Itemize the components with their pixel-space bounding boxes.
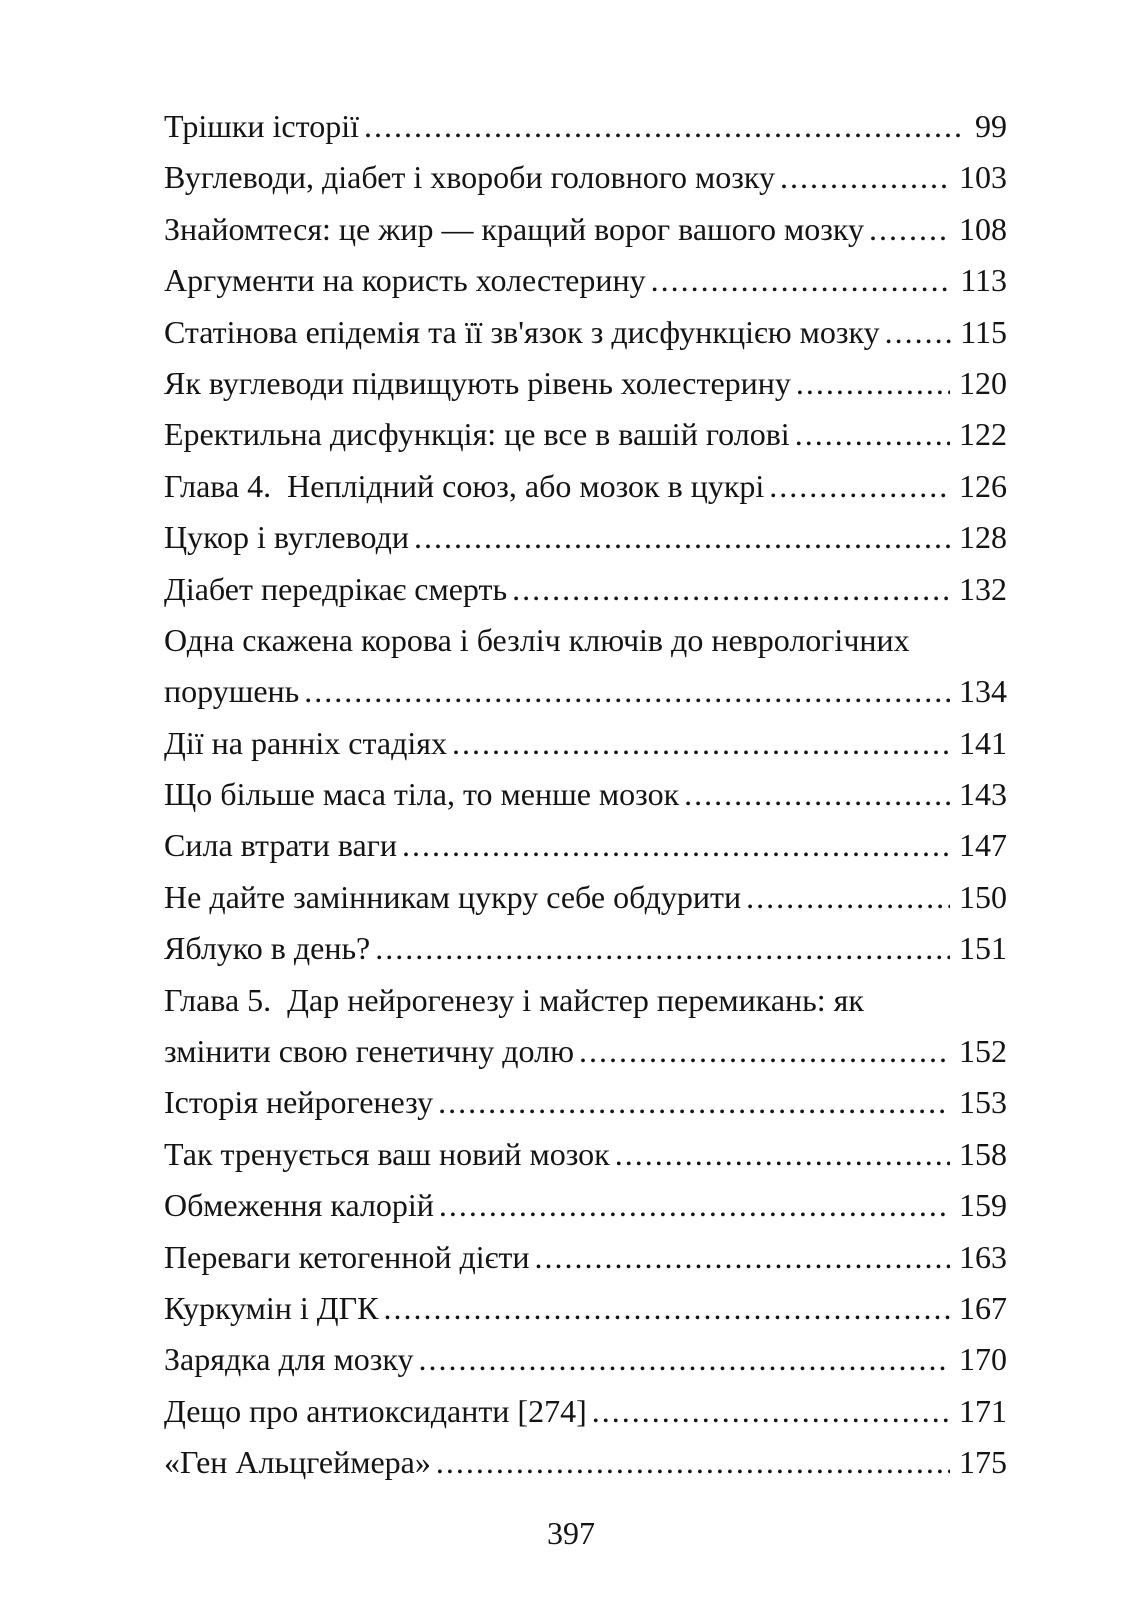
toc-leader-dots	[438, 1077, 950, 1128]
toc-entry-title: Одна скажена корова і безліч ключів до неврологічних	[164, 621, 910, 658]
toc-entry-page: 120	[959, 364, 1007, 401]
toc-entry-page: 171	[959, 1392, 1007, 1429]
toc-row	[164, 1077, 1007, 1128]
toc-leader-dots	[579, 1026, 950, 1077]
toc-leader-dots	[534, 1232, 950, 1283]
toc-row	[164, 461, 1007, 512]
toc-entry-title: Обмеження калорій	[164, 1187, 434, 1224]
toc-entry-page: 141	[959, 724, 1007, 761]
toc-row	[164, 152, 1007, 203]
footer-page-number: 397	[547, 1515, 595, 1551]
toc-entry-title: Дещо про антиоксиданти [274]	[164, 1392, 587, 1429]
toc-row	[164, 820, 1007, 871]
toc-entry-page: 126	[959, 467, 1007, 504]
toc-row	[164, 923, 1007, 974]
toc-entry-title: Статінова епідемія та її зв'язок з дисфункцією мозку	[164, 313, 880, 350]
toc-list	[164, 101, 1007, 1489]
page-footer	[0, 1514, 1142, 1552]
toc-leader-dots	[592, 1386, 950, 1437]
toc-leader-dots	[402, 820, 950, 871]
toc-entry-page: 158	[959, 1135, 1007, 1172]
toc-row	[164, 615, 1007, 666]
toc-entry-title: Знайомтеся: це жир — кращий ворог вашого мозку	[164, 210, 864, 247]
toc-entry-title: Глава 4. Неплідний союз, або мозок в цукрі	[164, 467, 765, 504]
toc-entry-title: «Ген Альцгеймера»	[164, 1444, 431, 1481]
toc-entry-title: Діабет передрікає смерть	[164, 570, 508, 607]
toc-row	[164, 1283, 1007, 1334]
toc-entry-title: Що більше маса тіла, то менше мозок	[164, 776, 680, 813]
toc-row	[164, 409, 1007, 460]
toc-entry-title: Не дайте замінникам цукру себе обдурити	[164, 878, 742, 915]
toc-leader-dots	[769, 461, 950, 512]
toc-entry-page: 143	[959, 776, 1007, 813]
toc-row	[164, 101, 1007, 152]
toc-row	[164, 769, 1007, 820]
toc-row	[164, 204, 1007, 255]
toc-row	[164, 975, 1007, 1026]
toc-row	[164, 1386, 1007, 1437]
toc-entry-page: 153	[959, 1084, 1007, 1121]
toc-leader-dots	[375, 923, 950, 974]
toc-row	[164, 512, 1007, 563]
toc-entry-page: 175	[959, 1444, 1007, 1481]
toc-leader-dots	[364, 101, 966, 152]
toc-entry-title: Трішки історії	[164, 108, 359, 144]
toc-entry-title: порушень	[164, 673, 300, 710]
toc-entry-title: Вуглеводи, діабет і хвороби головного мозку	[164, 159, 775, 196]
toc-leader-dots	[383, 1283, 950, 1334]
toc-entry-page: 163	[959, 1238, 1007, 1275]
toc-entry-page: 128	[959, 519, 1007, 556]
toc-row	[164, 1026, 1007, 1077]
toc-entry-page: 132	[959, 570, 1007, 607]
toc-entry-page: 113	[960, 262, 1007, 299]
toc-leader-dots	[796, 358, 950, 409]
toc-entry-title: Куркумін і ДГК	[164, 1289, 379, 1326]
toc-entry-page: 150	[959, 878, 1007, 915]
toc-row	[164, 718, 1007, 769]
toc-entry-page: 122	[959, 416, 1007, 453]
toc-entry-page: 159	[959, 1187, 1007, 1224]
toc-leader-dots	[512, 564, 950, 615]
toc-leader-dots	[615, 1129, 950, 1180]
toc-leader-dots	[418, 1334, 950, 1385]
toc-row	[164, 1180, 1007, 1231]
toc-row	[164, 307, 1007, 358]
toc-leader-dots	[684, 769, 950, 820]
toc-row	[164, 358, 1007, 409]
toc-row	[164, 1334, 1007, 1385]
toc-row	[164, 872, 1007, 923]
toc-row	[164, 255, 1007, 306]
toc-row	[164, 1437, 1007, 1488]
toc-entry-title: Цукор і вуглеводи	[164, 519, 409, 556]
toc-row	[164, 666, 1007, 717]
toc-row	[164, 1129, 1007, 1180]
toc-entry-title: Так тренується ваш новий мозок	[164, 1135, 610, 1172]
toc-entry-title: Глава 5. Дар нейрогенезу і майстер перемикань: як	[164, 981, 864, 1018]
toc-leader-dots	[746, 872, 950, 923]
toc-entry-title: Переваги кетогенной дієти	[164, 1238, 530, 1275]
toc-entry-page: 167	[959, 1289, 1007, 1326]
toc-entry-page: 170	[959, 1341, 1007, 1378]
toc-row	[164, 564, 1007, 615]
toc-entry-title: Еректильна дисфункція: це все в вашій голові	[164, 416, 790, 453]
toc-entry-title: Дії на ранніх стадіях	[164, 724, 447, 761]
toc-row	[164, 1232, 1007, 1283]
toc-entry-page: 134	[959, 673, 1007, 710]
toc-entry-page: 103	[959, 159, 1007, 196]
toc-entry-page: 115	[960, 313, 1007, 350]
toc-leader-dots	[304, 666, 950, 717]
toc-entry-page: 99	[975, 108, 1007, 144]
toc-entry-title: змінити свою генетичну долю	[164, 1033, 574, 1070]
toc-leader-dots	[780, 152, 950, 203]
toc-entry-title: Зарядка для мозку	[164, 1341, 414, 1378]
toc-leader-dots	[651, 255, 952, 306]
toc-leader-dots	[452, 718, 950, 769]
toc-leader-dots	[439, 1180, 950, 1231]
toc-leader-dots	[885, 307, 952, 358]
toc-entry-title: Як вуглеводи підвищують рівень холестерину	[164, 364, 791, 401]
toc-entry-title: Історія нейрогенезу	[164, 1084, 434, 1121]
toc-entry-page: 108	[959, 210, 1007, 247]
toc-entry-page: 152	[959, 1033, 1007, 1070]
toc-leader-dots	[436, 1437, 950, 1488]
toc-entry-title: Сила втрати ваги	[164, 827, 397, 864]
toc-entry-page: 151	[959, 930, 1007, 967]
toc-entry-page: 147	[959, 827, 1007, 864]
toc-leader-dots	[869, 204, 950, 255]
toc-entry-title: Аргументи на користь холестерину	[164, 262, 646, 299]
toc-entry-title: Яблуко в день?	[164, 930, 371, 967]
toc-leader-dots	[414, 512, 950, 563]
toc-leader-dots	[795, 409, 950, 460]
